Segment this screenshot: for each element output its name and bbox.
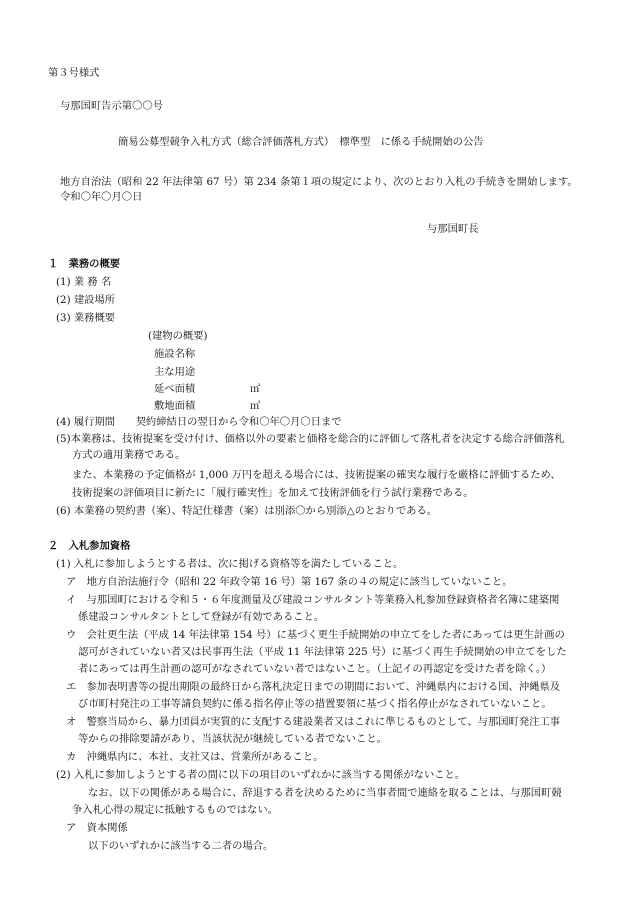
section1-item5-line1: (5)本業務は、技術提案を受け付け、価格以外の要素と価格を総合的に評価して落札者を決定する総合評価落札 — [56, 433, 565, 445]
site-area-unit: ㎡ — [250, 400, 261, 412]
section2-p2: (2) 入札に参加しようとする者の間に以下の項目のいずれかに該当する関係がないこと。 — [56, 769, 466, 781]
section1-item1: (1) 業 務 名 — [56, 276, 112, 288]
main-use: 主な用途 — [154, 366, 196, 378]
section1-item2: (2) 建設場所 — [56, 294, 116, 306]
section2-heading: ２ 入札参加資格 — [48, 540, 131, 552]
page-title: 簡易公募型競争入札方式（総合評価落札方式） 標準型 に係る手続開始の公告 — [118, 136, 484, 148]
section2-i-line2: 係建設コンサルタントとして登録が有効であること。 — [78, 611, 325, 623]
building-heading: (建物の概要) — [148, 330, 208, 342]
total-floor-area: 延べ面積 — [154, 383, 196, 395]
section1-item3: (3) 業務概要 — [56, 312, 116, 324]
section1-heading: １ 業務の概要 — [48, 258, 121, 270]
section2-u-line1: ウ 会社更生法（平成 14 年法律第 154 号）に基づく更生手続開始の申立てをした者にあっては更生計画の — [66, 629, 565, 641]
section2-p2-line3: 争入札心得の規定に抵触するものではない。 — [72, 804, 278, 816]
section1-item5-line3: また、本業務の予定価格が 1,000 万円を超える場合には、技術提案の確実な履行を厳格に評価するため、 — [72, 469, 561, 481]
total-floor-area-unit: ㎡ — [250, 383, 261, 395]
section2-a: ア 地方自治法施行令（昭和 22 年政令第 16 号）第 167 条の４の規定に該当していないこと。 — [66, 576, 513, 588]
section2-u-line3: 者にあっては再生計画の認可がなされていない者ではないこと。（上記イの再認定を受けた者を除く。） — [78, 663, 552, 675]
section2-ka: カ 沖縄県内に、本社、支社又は、営業所があること。 — [66, 751, 324, 763]
section1-item5-line2: 方式の適用業務である。 — [72, 449, 186, 461]
section2-e-line1: エ 参加表明書等の提出期限の最終日から落札決定日までの期間において、沖縄県内における国、沖縄県及 — [66, 681, 561, 693]
intro-text: 地方自治法（昭和 22 年法律第 67 号）第 234 条第１項の規定により、次のとおり入札の手続きを開始します。 — [60, 176, 578, 188]
section2-u-line2: 認可がされていない者又は民事再生法（平成 11 年法律第 225 号）に基づく再生手続開始の申立てをした — [78, 646, 567, 658]
section2-o-line1: オ 警察当局から、暴力団員が実質的に支配する建設業者又はこれに準じるものとして、与那国町発注工事 — [66, 716, 561, 728]
capital-relation-text: 以下のいずれかに該当する二者の場合。 — [88, 840, 274, 852]
form-label: 第３号様式 — [48, 67, 100, 79]
section1-item4: (4) 履行期間 契約締結日の翌日から令和〇年〇月〇日まで — [56, 416, 342, 428]
date: 令和〇年〇月〇日 — [60, 191, 143, 203]
section1-item6: (6) 本業務の契約書（案）、特記仕様書（案）は別添〇から別添△のとおりである。 — [56, 505, 438, 517]
notice-number: 与那国町告示第〇〇号 — [60, 100, 163, 112]
section2-o-line2: 等からの排除要請があり、当該状況が継続している者でないこと。 — [78, 733, 387, 745]
section2-p1: (1) 入札に参加しようとする者は、次に掲げる資格等を満たしていること。 — [56, 558, 404, 570]
section2-e-line2: び市町村発注の工事等請負契約に係る指名停止等の措置要領に基づく指名停止がなされていないこと。 — [78, 698, 552, 710]
section2-i-line1: イ 与那国町における令和５・６年度測量及び建設コンサルタント等業務入札参加登録資格者名簿に建築関 — [66, 594, 560, 606]
section1-item5-line4: 技術提案の評価項目に新たに「履行確実性」を加えて技術評価を行う試行業務である。 — [72, 487, 474, 499]
issuer: 与那国町長 — [427, 223, 479, 235]
capital-relation-heading: ア 資本関係 — [66, 822, 128, 834]
facility-name: 施設名称 — [154, 348, 196, 360]
site-area: 敷地面積 — [154, 400, 196, 412]
section2-p2-line2: なお、以下の関係がある場合に、辞退する者を決めるために当事者間で連絡を取ることは、与那国町競 — [88, 787, 562, 799]
